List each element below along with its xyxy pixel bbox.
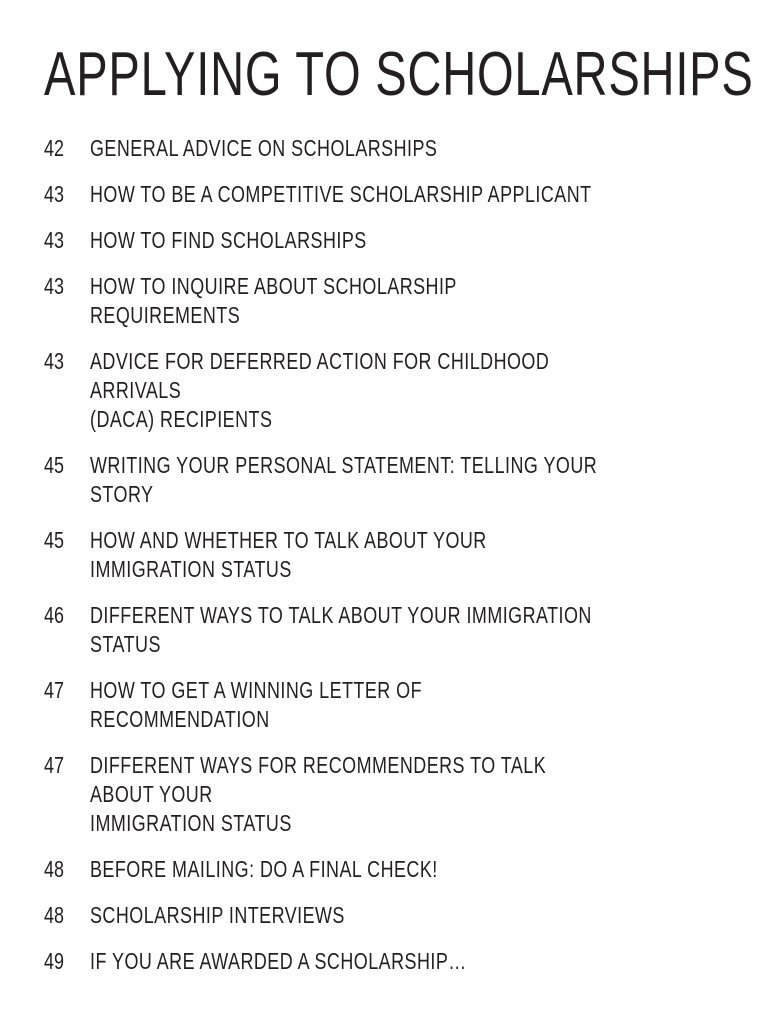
toc-entry: [44, 134, 744, 163]
toc-entry-title: GENERAL ADVICE ON SCHOLARSHIPS: [90, 135, 438, 161]
toc-page-number: 48: [44, 902, 64, 928]
table-of-contents: [44, 134, 744, 993]
toc-entry-title: ADVICE FOR DEFERRED ACTION FOR CHILDHOOD ARRIVALS (DACA) RECIPIENTS: [90, 348, 550, 432]
toc-entry: [44, 901, 744, 930]
toc-page-number: 47: [44, 752, 64, 778]
toc-entry: [44, 272, 744, 330]
toc-entry: [44, 451, 744, 509]
toc-entry-title: HOW TO GET A WINNING LETTER OF RECOMMENDATION: [90, 677, 423, 732]
toc-entry: [44, 855, 744, 884]
page-title: APPLYING TO SCHOLARSHIPS: [44, 40, 754, 109]
toc-entry: [44, 526, 744, 584]
toc-entry: [44, 347, 744, 434]
toc-entry: [44, 601, 744, 659]
toc-entry-title: HOW AND WHETHER TO TALK ABOUT YOUR IMMIGRATION STATUS: [90, 527, 487, 582]
toc-entry-title: HOW TO FIND SCHOLARSHIPS: [90, 227, 367, 253]
toc-entry: [44, 947, 744, 976]
toc-entry-title: SCHOLARSHIP INTERVIEWS: [90, 902, 345, 928]
toc-page-number: 45: [44, 452, 64, 478]
toc-page-number: 48: [44, 856, 64, 882]
toc-entry-title: DIFFERENT WAYS TO TALK ABOUT YOUR IMMIGRATION STATUS: [90, 602, 592, 657]
toc-page-number: 47: [44, 677, 64, 703]
toc-page-number: 45: [44, 527, 64, 553]
toc-entry: [44, 676, 744, 734]
toc-entry-title: IF YOU ARE AWARDED A SCHOLARSHIP…: [90, 948, 467, 974]
toc-entry-title: WRITING YOUR PERSONAL STATEMENT: TELLING YOUR STORY: [90, 452, 598, 507]
toc-entry: [44, 751, 744, 838]
toc-page-number: 43: [44, 273, 64, 299]
toc-page-number: 49: [44, 948, 64, 974]
toc-page-number: 42: [44, 135, 64, 161]
toc-page-number: 43: [44, 227, 64, 253]
toc-entry-title: HOW TO INQUIRE ABOUT SCHOLARSHIP REQUIREMENTS: [90, 273, 457, 328]
toc-entry-title: HOW TO BE A COMPETITIVE SCHOLARSHIP APPLICANT: [90, 181, 592, 207]
toc-entry-title: DIFFERENT WAYS FOR RECOMMENDERS TO TALK ABOUT YOUR IMMIGRATION STATUS: [90, 752, 547, 836]
toc-page-number: 43: [44, 181, 64, 207]
toc-page-number: 43: [44, 348, 64, 374]
toc-page-number: 46: [44, 602, 64, 628]
toc-entry: [44, 180, 744, 209]
toc-entry-title: BEFORE MAILING: DO A FINAL CHECK!: [90, 856, 438, 882]
toc-entry: [44, 226, 744, 255]
